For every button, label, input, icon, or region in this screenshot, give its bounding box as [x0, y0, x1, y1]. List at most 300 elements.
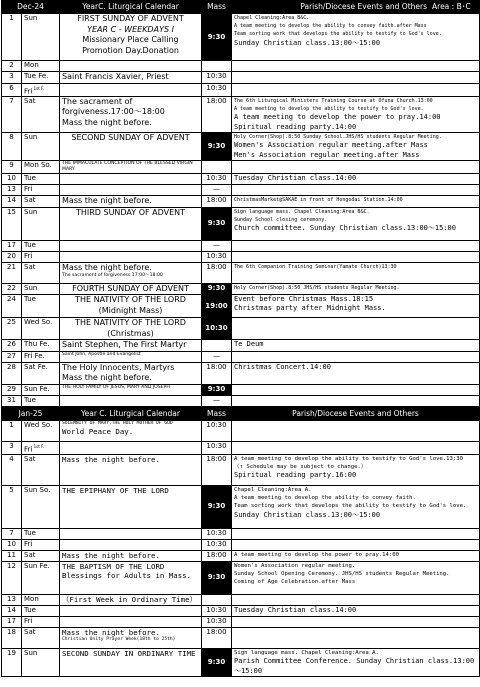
- liturgical-text: Mass the night before.: [62, 196, 152, 206]
- mass-time: —: [202, 351, 232, 362]
- liturgical-text: The sacrament of: [62, 96, 133, 106]
- mass-time: 10:30: [202, 420, 232, 441]
- feast-rank: Fe.: [35, 72, 49, 80]
- liturgical-cell: [60, 605, 202, 616]
- liturgical-cell: [60, 72, 202, 84]
- liturgical-header: Year C. Liturgical Calendar: [60, 407, 202, 420]
- events-cell: [232, 318, 480, 340]
- event-text: Tuesday Christian class.14:00: [234, 174, 357, 183]
- liturgical-cell: [60, 185, 202, 196]
- weekday: Mon: [24, 594, 39, 603]
- liturgical-cell: [60, 283, 202, 295]
- weekday: Fri: [24, 86, 33, 95]
- calendar-row: [2, 240, 480, 251]
- day-number: 9: [2, 161, 22, 174]
- event-text: Coming of Age Celebration.after Mass: [234, 579, 356, 586]
- event-text: Parish Committee Conference. Sunday Christian class.13:00～15:00: [234, 657, 475, 675]
- mass-time: [202, 61, 232, 72]
- mass-time: 19:00: [202, 295, 232, 318]
- events-cell: [232, 262, 480, 283]
- weekday-cell: [22, 550, 60, 561]
- events-cell: [232, 72, 480, 84]
- day-number: 15: [2, 207, 22, 240]
- day-number: 10: [2, 539, 22, 550]
- feast-rank: Fe.: [32, 351, 45, 360]
- feast-rank: So.: [39, 420, 53, 429]
- liturgical-text: Saint Francis Xavier, Priest: [62, 72, 169, 81]
- events-cell: [232, 627, 480, 648]
- event-text: Women's Association regular meeting.: [234, 562, 356, 569]
- weekday-cell: [22, 454, 60, 485]
- calendar-row: [2, 594, 480, 605]
- liturgical-cell: [60, 251, 202, 262]
- liturgical-text: Promotion Day.Donation: [82, 45, 179, 55]
- weekday: Mon: [24, 61, 39, 69]
- liturgical-text: Mass the night before.: [62, 550, 160, 560]
- mass-time: 9:30: [202, 561, 232, 594]
- mass-time: 18:00: [202, 627, 232, 648]
- mass-time: 9:30: [202, 648, 232, 676]
- weekday: Sun: [24, 283, 38, 292]
- events-cell: [232, 161, 480, 174]
- weekday-cell: [22, 605, 60, 616]
- events-cell: [232, 539, 480, 550]
- weekday: Fri: [24, 444, 33, 453]
- liturgical-cell: [60, 362, 202, 384]
- mass-time: 10:30: [202, 83, 232, 96]
- events-cell: [232, 133, 480, 161]
- calendar-row: [2, 283, 480, 295]
- liturgical-text: THE EPIPHANY OF THE LORD: [62, 485, 169, 495]
- weekday-cell: [22, 72, 60, 84]
- day-number: 13: [2, 185, 22, 196]
- mass-time: 10:30: [202, 539, 232, 550]
- weekday-cell: [22, 83, 60, 96]
- mass-time: —: [202, 185, 232, 196]
- mass-time: 10:30: [202, 528, 232, 539]
- event-text: The 6th Companion Training Seminar(Yamate Church)13:30: [234, 263, 397, 270]
- weekday-cell: [22, 539, 60, 550]
- event-text: A team meeting to develop the power to pray.14:00: [234, 551, 400, 558]
- calendar-row: [2, 96, 480, 132]
- liturgical-cell: [60, 240, 202, 251]
- events-cell: [232, 96, 480, 132]
- calendar-row: [2, 251, 480, 262]
- calendar-row: [2, 420, 480, 441]
- weekday: Sun: [24, 133, 38, 142]
- liturgical-text: Mass the night before.: [62, 627, 160, 637]
- weekday: Tue: [24, 605, 36, 614]
- mass-time: 10:30: [202, 441, 232, 454]
- events-cell: [232, 283, 480, 295]
- weekday-cell: [22, 395, 60, 406]
- mass-time: 9:30: [202, 14, 232, 61]
- weekday-cell: [22, 283, 60, 295]
- weekday: Fri: [24, 539, 33, 548]
- weekday-cell: [22, 362, 60, 384]
- mass-time: 10:30: [202, 616, 232, 627]
- feast-rank: Fe.: [37, 561, 50, 570]
- december-table: [1, 0, 480, 407]
- calendar-row: [2, 72, 480, 84]
- weekday: Fri: [24, 616, 33, 625]
- event-text: Chapel Cleaning:Area B&C.: [234, 15, 310, 21]
- calendar-row: [2, 295, 480, 318]
- day-number: 31: [2, 395, 22, 406]
- liturgical-cell: [60, 539, 202, 550]
- weekday-cell: [22, 318, 60, 340]
- calendar-row: [2, 539, 480, 550]
- liturgical-cell: [60, 161, 202, 174]
- calendar-row: [2, 185, 480, 196]
- weekday-cell: [22, 262, 60, 283]
- liturgical-cell: [60, 133, 202, 161]
- liturgical-text: Blessings for Adults in Mass.: [62, 571, 192, 581]
- event-text: Christmas Concert.14:00: [234, 362, 331, 371]
- mass-time: —: [202, 240, 232, 251]
- calendar-row: [2, 616, 480, 627]
- weekday: Sat: [24, 550, 36, 559]
- events-cell: [232, 185, 480, 196]
- liturgical-text: Missionary Place Calling: [82, 35, 179, 44]
- day-number: 10: [2, 174, 22, 185]
- weekday: Thu: [24, 340, 38, 349]
- weekday: Wed: [24, 420, 40, 429]
- events-cell: [232, 528, 480, 539]
- day-number: 1: [2, 420, 22, 441]
- weekday: Sun: [24, 561, 38, 570]
- liturgical-cell: [60, 14, 202, 61]
- day-number: 6: [2, 83, 22, 96]
- january-table: [1, 407, 480, 677]
- day-number: 3: [2, 441, 22, 454]
- mass-time: —: [202, 395, 232, 406]
- event-text: Tuesday Christian class.14:00: [234, 605, 357, 614]
- day-number: 19: [2, 648, 22, 676]
- mass-time: 10:30: [202, 174, 232, 185]
- day-number: 26: [2, 340, 22, 352]
- mass-time: [202, 161, 232, 174]
- feast-rank: Fe.: [37, 340, 50, 349]
- liturgical-text: FIRST SUNDAY OF ADVENT: [77, 14, 184, 23]
- events-cell: [232, 340, 480, 352]
- day-number: 4: [2, 454, 22, 485]
- mass-time: 18:00: [202, 454, 232, 485]
- event-text: Sunday Christian class.13:00～15:00: [234, 510, 381, 519]
- liturgical-cell: [60, 351, 202, 362]
- liturgical-text: THE IMMACULATE CONCEPTION OF THE BLESSED VIRGIN MARY: [62, 161, 193, 173]
- weekday: Fri: [24, 251, 33, 260]
- events-cell: [232, 485, 480, 528]
- liturgical-cell: [60, 83, 202, 96]
- event-text: A team meeting to develop the ability to testify to God's love.13:30: [234, 455, 464, 462]
- feast-rank: So.: [38, 161, 52, 170]
- weekday-cell: [22, 351, 60, 362]
- liturgical-text: YEAR C - WEEKDAYS I: [87, 24, 174, 34]
- mass-time: 18:00: [202, 196, 232, 208]
- weekday: Sat: [24, 362, 36, 371]
- liturgical-cell: [60, 395, 202, 406]
- january-header-row: [2, 407, 480, 420]
- weekday-cell: [22, 295, 60, 318]
- event-text: Sign language mass. Chapel Cleaning:Area A.: [234, 649, 379, 656]
- day-number: 27: [2, 351, 22, 362]
- liturgical-text: Mass the night before.: [62, 117, 152, 127]
- events-cell: [232, 351, 480, 362]
- calendar-row: [2, 561, 480, 594]
- calendar-row: [2, 441, 480, 454]
- calendar-row: [2, 161, 480, 174]
- day-number: 21: [2, 262, 22, 283]
- liturgical-text: (Christmas): [107, 328, 154, 338]
- liturgical-cell: [60, 384, 202, 395]
- calendar-row: [2, 262, 480, 283]
- liturgical-text: THIRD SUNDAY OF ADVENT: [75, 207, 186, 217]
- weekday-cell: [22, 441, 60, 454]
- day-number: 7: [2, 96, 22, 132]
- liturgical-cell: [60, 594, 202, 605]
- mass-time: 9:30: [202, 133, 232, 161]
- mass-header: Mass: [202, 407, 232, 420]
- day-number: 13: [2, 594, 22, 605]
- liturgical-text: SECOND SUNDAY IN ORDINARY TIME: [62, 648, 196, 658]
- event-text: Holy Corner(Shop).8:50 Sunday School.JHS/HS students Regular Meeting.: [234, 134, 442, 141]
- weekday: Fri: [24, 351, 33, 360]
- mass-time: 18:00: [202, 262, 232, 283]
- month-header: Dec-24: [2, 1, 60, 14]
- liturgical-cell: [60, 318, 202, 340]
- calendar-row: [2, 196, 480, 208]
- liturgical-text: SECOND SUNDAY OF ADVENT: [71, 133, 190, 143]
- calendar-row: [2, 133, 480, 161]
- weekday-cell: [22, 196, 60, 208]
- event-text: Christmas party after Midnight Mass.: [234, 304, 386, 313]
- event-text: Sunday Christian class.13:00～15:00: [234, 38, 381, 47]
- liturgical-cell: [60, 550, 202, 561]
- events-cell: [232, 441, 480, 454]
- events-cell: [232, 83, 480, 96]
- liturgical-text: Mass the night before.: [62, 454, 160, 464]
- events-cell: [232, 295, 480, 318]
- liturgical-cell: [60, 528, 202, 539]
- calendar-row: [2, 528, 480, 539]
- weekday-cell: [22, 528, 60, 539]
- day-number: 17: [2, 240, 22, 251]
- event-text: Holy Corner(Shop).8:50 JHS/HS students Regular Meeting.: [234, 284, 400, 291]
- weekday: Tue: [24, 528, 36, 537]
- day-number: 17: [2, 616, 22, 627]
- events-header: Parish/Diocese Events and Others: [232, 407, 480, 420]
- liturgical-text: FOURTH SUNDAY OF ADVENT: [72, 283, 189, 293]
- weekday: Tue: [24, 240, 36, 249]
- weekday-cell: [22, 627, 60, 648]
- day-number: 29: [2, 384, 22, 395]
- events-cell: [232, 561, 480, 594]
- weekday-cell: [22, 251, 60, 262]
- event-text: The 6th Liturgical Ministers Training Course at Ofuna Church.13:00: [234, 97, 433, 104]
- liturgical-cell: [60, 174, 202, 185]
- event-text: Te Deum: [234, 340, 264, 349]
- calendar-row: [2, 340, 480, 352]
- weekday-cell: [22, 420, 60, 441]
- day-number: 20: [2, 251, 22, 262]
- events-cell: [232, 605, 480, 616]
- mass-time: 9:30: [202, 283, 232, 295]
- event-text: ChristmasMarket@SAKAE in front of Hongodai Station.14:00: [234, 197, 403, 204]
- liturgical-cell: [60, 454, 202, 485]
- events-cell: [232, 251, 480, 262]
- day-number: 14: [2, 196, 22, 208]
- weekday: Fri: [24, 185, 33, 194]
- liturgical-text: Mass the night before.: [62, 262, 152, 272]
- liturgical-text: World Peace Day.: [62, 426, 134, 436]
- weekday: Tue: [24, 72, 36, 80]
- month-header: Jan-25: [2, 407, 60, 420]
- liturgical-text: （First Week in Ordinary Time）: [62, 594, 197, 604]
- day-number: 1: [2, 14, 22, 61]
- weekday-cell: [22, 384, 60, 395]
- weekday: Sat: [24, 262, 36, 271]
- events-cell: [232, 648, 480, 676]
- mass-time: 9:30: [202, 485, 232, 528]
- liturgical-cell: [60, 96, 202, 132]
- calendar-document: [1, 0, 479, 677]
- weekday-cell: [22, 561, 60, 594]
- events-header: Parish/Diocese Events and Others: [232, 1, 432, 14]
- weekday-cell: [22, 594, 60, 605]
- event-text: （↑ Schedule may be subject to change.）: [234, 464, 367, 471]
- events-cell: [232, 174, 480, 185]
- event-text: Men's Association regular meeting.after Mass: [234, 150, 420, 159]
- calendar-row: [2, 384, 480, 395]
- feast-rank: So.: [37, 485, 51, 494]
- calendar-row: [2, 485, 480, 528]
- events-cell: [232, 61, 480, 72]
- day-number: 7: [2, 528, 22, 539]
- liturgical-text: (Midnight Mass): [98, 305, 163, 315]
- event-text: Event before Christmas Mass.18:15: [234, 295, 374, 304]
- calendar-row: [2, 648, 480, 676]
- weekday-cell: [22, 485, 60, 528]
- events-cell: [232, 384, 480, 395]
- events-cell: [232, 14, 480, 61]
- weekday-cell: [22, 133, 60, 161]
- liturgical-text: SOLEMNITY OF MARY,THE HOLY MOTHER OF GOD: [62, 420, 173, 426]
- event-text: A team meeting to develop the ability to convey faith.: [234, 495, 416, 502]
- liturgical-cell: [60, 196, 202, 208]
- events-cell: [232, 240, 480, 251]
- event-text: Women's Association regular meeting.after Mass: [234, 141, 428, 150]
- event-text: A team meeting to develop the ability to testify to God's love.: [234, 106, 424, 113]
- event-text: Team sorting work that develops the ability to testify to God's love.: [234, 503, 467, 510]
- mass-time: [202, 340, 232, 352]
- events-cell: [232, 395, 480, 406]
- mass-time: 9:30: [202, 207, 232, 240]
- liturgical-cell: [60, 340, 202, 352]
- calendar-row: [2, 61, 480, 72]
- liturgical-text: The sacrament of forgiveness.17:00～18:00: [62, 273, 163, 279]
- liturgical-cell: [60, 295, 202, 318]
- weekday-cell: [22, 648, 60, 676]
- calendar-row: [2, 318, 480, 340]
- weekday: Tue: [24, 174, 36, 183]
- event-text: Sunday School closing ceremony.: [234, 216, 328, 223]
- events-cell: [232, 550, 480, 561]
- weekday-cell: [22, 174, 60, 185]
- mass-time: 18:00: [202, 550, 232, 561]
- day-number: 8: [2, 133, 22, 161]
- weekday-cell: [22, 161, 60, 174]
- day-number: 12: [2, 561, 22, 594]
- mass-time: 18:00: [202, 362, 232, 384]
- weekday-cell: [22, 240, 60, 251]
- day-number: 2: [2, 61, 22, 72]
- liturgical-cell: [60, 561, 202, 594]
- weekday: Tue: [24, 295, 36, 304]
- liturgical-text: Mass the night before.: [62, 373, 152, 383]
- day-number: 24: [2, 295, 22, 318]
- weekday-cell: [22, 207, 60, 240]
- weekday: Sun: [24, 207, 38, 216]
- day-number: 25: [2, 318, 22, 340]
- liturgical-text: Saint John, Apostle and Evangelist: [62, 351, 141, 357]
- event-text: Team sorting work that develops the ability to testify to God's love.: [234, 31, 442, 38]
- event-text: Spiritual reading party.14:00: [234, 122, 357, 131]
- events-cell: [232, 196, 480, 208]
- weekday: Sun: [24, 384, 38, 393]
- feast-rank: 1st F.: [32, 85, 45, 91]
- event-text: Church committee. Sunday Christian class.13:00～15:00: [234, 223, 456, 232]
- liturgical-header: YearC. Liturgical Calendar: [60, 1, 202, 14]
- event-text: Spiritual reading party.16:00: [234, 471, 357, 480]
- liturgical-cell: [60, 616, 202, 627]
- calendar-row: [2, 605, 480, 616]
- liturgical-cell: [60, 627, 202, 648]
- events-cell: [232, 454, 480, 485]
- weekday: Wed: [24, 318, 40, 327]
- liturgical-text: The Holy Innocents, Martyrs: [62, 362, 175, 372]
- event-text: Sunday School Opening Ceremony. JHS/HS students Regular Meeting.: [234, 571, 450, 578]
- event-text: A team meeting to develop the power to pray.14:00: [234, 113, 441, 122]
- weekday-cell: [22, 340, 60, 352]
- event-text: Sign language mass. Chapel Cleaning:Area B&C.: [234, 208, 370, 215]
- weekday: Sun: [24, 14, 38, 22]
- calendar-row: [2, 83, 480, 96]
- december-header-row: [2, 1, 480, 14]
- weekday: Mon: [24, 161, 39, 170]
- liturgical-text: THE HOLY FAMILY OF JESUS, MARY AND JOSEPH: [62, 384, 170, 390]
- calendar-row: [2, 454, 480, 485]
- day-number: 11: [2, 550, 22, 561]
- events-cell: [232, 207, 480, 240]
- liturgical-cell: [60, 61, 202, 72]
- calendar-row: [2, 351, 480, 362]
- weekday-cell: [22, 61, 60, 72]
- feast-rank: 1st F.: [32, 443, 45, 449]
- events-cell: [232, 362, 480, 384]
- day-number: 3: [2, 72, 22, 84]
- liturgical-cell: [60, 485, 202, 528]
- liturgical-cell: [60, 441, 202, 454]
- liturgical-text: THE BAPTISM OF THE LORD: [62, 561, 165, 571]
- weekday: Tue: [24, 395, 36, 404]
- feast-rank: So.: [39, 318, 53, 327]
- day-number: 5: [2, 485, 22, 528]
- event-text: Chapel Cleaning:Area A.: [234, 486, 312, 493]
- calendar-row: [2, 362, 480, 384]
- calendar-row: [2, 207, 480, 240]
- weekday: Sat: [24, 96, 36, 105]
